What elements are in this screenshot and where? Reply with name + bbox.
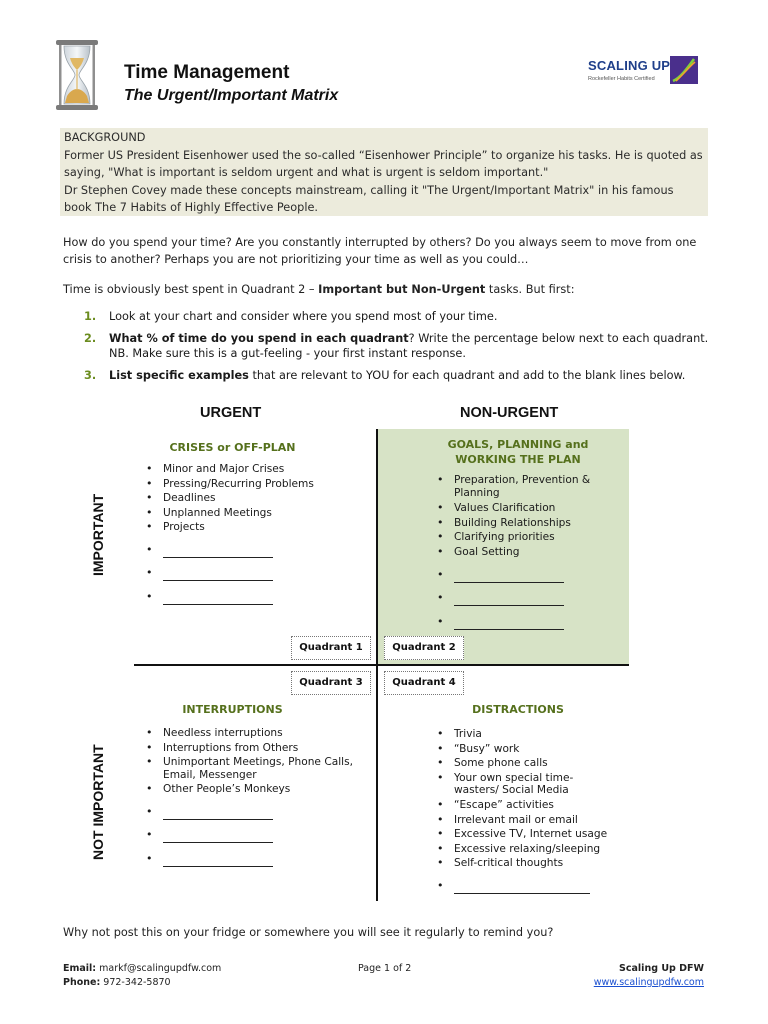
list-item: • Values Clarification bbox=[436, 501, 616, 516]
quadrant-line-post: tasks. But first: bbox=[485, 283, 575, 296]
matrix-horizontal-axis bbox=[134, 664, 629, 666]
quadrant-line-bold: Important but Non-Urgent bbox=[318, 283, 486, 296]
step-text: Look at your chart and consider where you spend most of your time. bbox=[109, 310, 498, 323]
closing-paragraph: Why not post this on your fridge or somewhere you will see it regularly to remind you? bbox=[63, 926, 554, 939]
step-text: ? Write the percentage below next to each quadrant. bbox=[408, 331, 709, 345]
quadrant-line bbox=[63, 281, 713, 298]
quadrant-3-label[interactable]: Quadrant 3 bbox=[291, 671, 371, 695]
step-item bbox=[84, 331, 714, 362]
quadrant-2-list bbox=[436, 474, 616, 638]
quadrant-4-label[interactable]: Quadrant 4 bbox=[384, 671, 464, 695]
footer-company bbox=[560, 963, 704, 988]
list-item: • Clarifying priorities bbox=[436, 530, 616, 545]
list-item: • Irrelevant mail or email bbox=[436, 813, 616, 828]
background-section bbox=[60, 128, 708, 216]
background-heading: BACKGROUND bbox=[64, 131, 146, 144]
blank-line[interactable] bbox=[145, 805, 370, 829]
blank-line[interactable] bbox=[145, 852, 370, 876]
step-text: that are relevant to YOU for each quadrant and add to the blank lines below. bbox=[248, 368, 686, 382]
blank-line[interactable] bbox=[436, 568, 616, 592]
logo-subtext: Rockefeller Habits Certified bbox=[588, 76, 655, 82]
quadrant-4-list bbox=[436, 727, 616, 902]
column-header-non-urgent: NON-URGENT bbox=[460, 405, 559, 421]
intro-paragraph: How do you spend your time? Are you constantly interrupted by others? Do you always seem to move from one crisis to another? Perhaps you are not prioritizing your time as well as you could… bbox=[63, 236, 697, 266]
list-item: • Excessive TV, Internet usage bbox=[436, 827, 616, 842]
row-label-important: IMPORTANT bbox=[90, 493, 106, 576]
background-paragraph-1: Former US President Eisenhower used the so-called “Eisenhower Principle” to organize his tasks. He is quoted as saying, "What is important is seldom urgent and what is urgent is seldom important." bbox=[64, 148, 703, 179]
list-item: • “Escape” activities bbox=[436, 798, 616, 813]
quadrant-1-heading: CRISES or OFF-PLAN bbox=[169, 441, 296, 454]
blank-line[interactable] bbox=[145, 828, 370, 852]
phone-number: 972-342-5870 bbox=[103, 977, 171, 988]
scaling-up-logo bbox=[588, 56, 700, 88]
step-item bbox=[84, 368, 714, 384]
quadrant-3-list bbox=[145, 726, 370, 875]
list-item: • Unplanned Meetings bbox=[145, 506, 370, 521]
phone-label: Phone: bbox=[63, 977, 101, 988]
list-item: • Self-critical thoughts bbox=[436, 856, 616, 871]
blank-line[interactable] bbox=[436, 615, 616, 639]
quadrant-1-label[interactable]: Quadrant 1 bbox=[291, 636, 371, 660]
list-item: • Trivia bbox=[436, 727, 616, 742]
step-number: 3. bbox=[84, 368, 97, 382]
row-label-not-important: NOT IMPORTANT bbox=[90, 744, 106, 860]
list-item: • Needless interruptions bbox=[145, 726, 370, 741]
footer-contact bbox=[63, 963, 221, 988]
step-number: 2. bbox=[84, 331, 97, 345]
list-item: • Interruptions from Others bbox=[145, 741, 370, 756]
step-note: NB. Make sure this is a gut-feeling - your first instant response. bbox=[109, 347, 466, 360]
quadrant-4-heading: DISTRACTIONS bbox=[472, 703, 564, 716]
background-paragraph-2: Dr Stephen Covey made these concepts mainstream, calling it "The Urgent/Important Matrix" in his famous book The 7 Habits of Highly Effective People. bbox=[64, 183, 674, 214]
quadrant-2-label[interactable]: Quadrant 2 bbox=[384, 636, 464, 660]
list-item: • “Busy” work bbox=[436, 742, 616, 757]
step-bold: What % of time do you spend in each quadrant bbox=[109, 331, 409, 345]
step-item bbox=[84, 309, 714, 325]
quadrant-1-list bbox=[145, 462, 370, 613]
list-item: • Your own special time-wasters/ Social Media bbox=[436, 772, 616, 797]
list-item: • Pressing/Recurring Problems bbox=[145, 477, 370, 492]
list-item: • Projects bbox=[145, 520, 370, 535]
list-item: • Goal Setting bbox=[436, 545, 616, 560]
list-item: • Building Relationships bbox=[436, 516, 616, 531]
steps-list bbox=[84, 309, 714, 389]
list-item: • Minor and Major Crises bbox=[145, 462, 370, 477]
blank-line[interactable] bbox=[145, 590, 370, 614]
hourglass-icon bbox=[54, 40, 100, 110]
logo-mark-icon bbox=[670, 56, 698, 84]
list-item: • Deadlines bbox=[145, 491, 370, 506]
blank-line[interactable] bbox=[436, 879, 616, 903]
logo-text: SCALING UP bbox=[588, 58, 671, 73]
quadrant-2-heading: GOALS, PLANNING and WORKING THE PLAN bbox=[447, 438, 589, 466]
quadrant-line-pre: Time is obviously best spent in Quadrant 2 – bbox=[63, 283, 319, 296]
page-subtitle: The Urgent/Important Matrix bbox=[124, 87, 339, 104]
blank-line[interactable] bbox=[145, 543, 370, 567]
blank-line[interactable] bbox=[145, 566, 370, 590]
list-item: • Other People’s Monkeys bbox=[145, 782, 370, 797]
blank-line[interactable] bbox=[436, 591, 616, 615]
company-name: Scaling Up DFW bbox=[619, 963, 704, 974]
list-item: • Preparation, Prevention & Planning bbox=[436, 474, 616, 499]
page-number: Page 1 of 2 bbox=[358, 963, 412, 974]
email-address[interactable]: markf@scalingupdfw.com bbox=[99, 963, 222, 974]
step-bold: List specific examples bbox=[109, 368, 249, 382]
quadrant-3-heading: INTERRUPTIONS bbox=[182, 703, 283, 716]
list-item: • Excessive relaxing/sleeping bbox=[436, 842, 616, 857]
column-header-urgent: URGENT bbox=[200, 405, 262, 421]
website-link[interactable]: www.scalingupdfw.com bbox=[593, 977, 704, 988]
list-item: • Unimportant Meetings, Phone Calls, Email, Messenger bbox=[145, 756, 370, 781]
list-item: • Some phone calls bbox=[436, 756, 616, 771]
email-label: Email: bbox=[63, 963, 97, 974]
page-title: Time Management bbox=[124, 62, 290, 83]
step-number: 1. bbox=[84, 310, 97, 323]
